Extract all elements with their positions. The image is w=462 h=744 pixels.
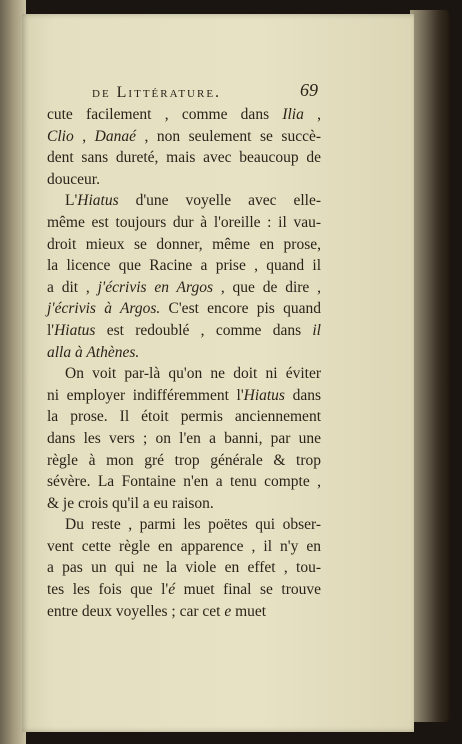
italic-run: Hiatus: [77, 192, 119, 210]
text-line: [47, 514, 321, 536]
italic-run: il: [312, 321, 321, 339]
text-line: [47, 212, 321, 234]
text-line: [47, 320, 321, 342]
italic-run: alla à Athènes.: [47, 343, 140, 361]
text-line: [47, 471, 321, 493]
text-run: ,: [73, 127, 95, 145]
text-run: ,: [303, 106, 321, 123]
paragraph: [47, 363, 321, 514]
text-run: , que de dire ,: [213, 278, 322, 296]
text-run: droit mieux se donner, même en prose,: [47, 235, 321, 253]
text-line: [47, 190, 321, 212]
text-run: règle à mon gré trop générale & trop: [47, 451, 321, 469]
paragraph: [47, 104, 321, 190]
page-number: 69: [300, 80, 318, 100]
text-run: a pas un qui ne la viole en effet , tou-: [47, 559, 321, 577]
text-run: & je crois qu'il a eu raison.: [47, 494, 214, 512]
text-run: sévère. La Fontaine n'en a tenu compte ,: [47, 473, 321, 491]
text-line: [47, 536, 321, 558]
text-line: [47, 579, 321, 601]
text-line: [47, 406, 321, 428]
text-line: [47, 104, 321, 126]
text-run: d'une voyelle avec elle-: [118, 192, 321, 210]
running-head: de Littérature.: [92, 84, 222, 101]
text-run: entre deux voyelles ; car cet: [47, 602, 225, 620]
italic-run: j'écrivis à Argos.: [47, 300, 161, 318]
text-run: C'est encore pis quand: [160, 300, 321, 318]
italic-run: Hiatus: [54, 321, 96, 339]
text-line: [47, 234, 321, 256]
text-run: la licence que Racine a prise , quand il: [47, 257, 321, 275]
italic-run: Ilia: [282, 106, 304, 123]
text-run: l': [47, 321, 55, 339]
text-run: ni employer indifféremment l': [47, 386, 244, 404]
italic-run: Danaé: [94, 127, 136, 145]
text-run: vent cette règle en apparence , il n'y en: [47, 537, 321, 555]
text-line: [47, 126, 321, 148]
text-run: L': [65, 192, 78, 210]
text-run: tes les fois que l': [47, 581, 169, 599]
text-run: a dit ,: [47, 278, 98, 296]
text-run: On voit par-là qu'on ne doit ni éviter: [65, 365, 321, 383]
paragraph: [47, 190, 321, 363]
text-line: [47, 342, 321, 364]
text-run: dans les vers ; on l'en a banni, par une: [47, 429, 321, 447]
text-run: est redoublé , comme dans: [95, 321, 313, 339]
text-line: [47, 363, 321, 385]
text-line: [47, 493, 321, 515]
text-run: muet: [231, 602, 267, 620]
italic-run: j'écrivis en Argos: [97, 278, 214, 296]
text-run: même est toujours dur à l'oreille : il vau-: [47, 213, 321, 231]
text-run: dans: [284, 386, 321, 404]
text-line: [47, 428, 321, 450]
text-line: [47, 601, 321, 623]
page-edge: [410, 10, 450, 722]
text-line: [47, 557, 321, 579]
body-text: [47, 104, 321, 622]
text-line: [47, 277, 321, 299]
text-run: cute facilement , comme dans: [47, 106, 283, 123]
italic-run: Clio: [47, 127, 74, 145]
text-line: [47, 169, 321, 191]
text-line: [47, 147, 321, 169]
text-line: [47, 450, 321, 472]
italic-run: Hiatus: [243, 386, 285, 404]
italic-run: e: [224, 602, 232, 620]
text-run: Du reste , parmi les poëtes qui obser-: [65, 516, 321, 534]
italic-run: é: [168, 581, 176, 599]
text-run: dent sans dureté, mais avec beaucoup de: [47, 149, 321, 167]
text-run: , non seulement se succè-: [135, 127, 322, 145]
text-line: [47, 255, 321, 277]
text-line: [47, 298, 321, 320]
text-run: la prose. Il étoit permis anciennement: [47, 408, 321, 426]
text-line: [47, 385, 321, 407]
text-run: muet final se trouve: [175, 581, 321, 599]
paragraph: [47, 514, 321, 622]
text-run: douceur.: [47, 170, 100, 188]
